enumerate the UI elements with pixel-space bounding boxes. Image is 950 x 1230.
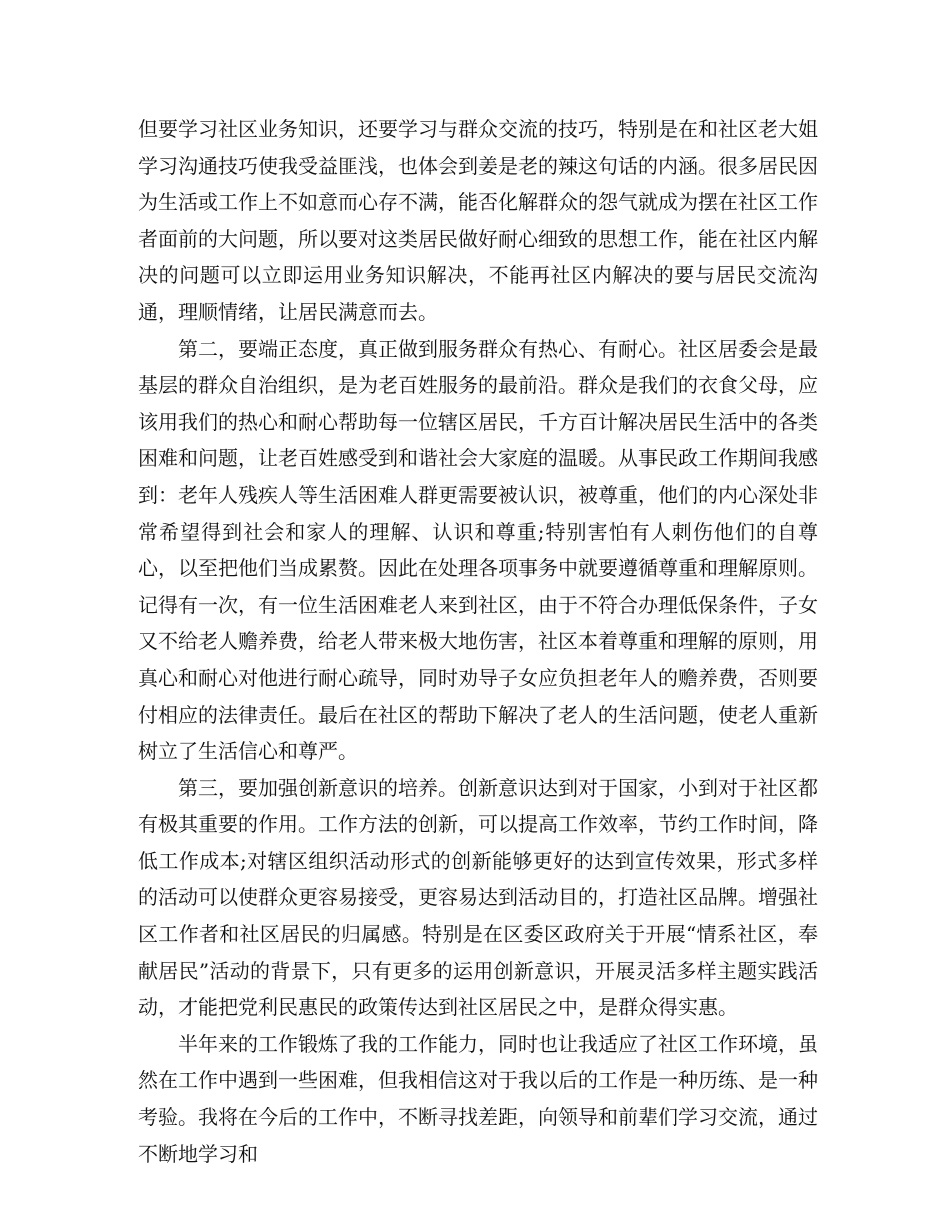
paragraph-3: 第三，要加强创新意识的培养。创新意识达到对于国家，小到对于社区都有极其重要的作用。工作方法的创新，可以提高工作效率，节约工作时间，降低工作成本;对辖区组织活动形式的创新能够更好的达到宣传效果，形式多样的活动可以使群众更容易接受，更容易达到活动目的，打造社区品牌。增强社区工作者和社区居民的归属感。特别是在区委区政府关于开展“情系社区，奉献居民”活动的背景下，只有更多的运用创新意识，开展灵活多样主题实践活动，才能把党利民惠民的政策传达到社区居民之中，是群众得实惠。 <box>138 775 818 1020</box>
document-body <box>138 111 818 1172</box>
paragraph-1: 但要学习社区业务知识，还要学习与群众交流的技巧，特别是在和社区老大姐学习沟通技巧使我受益匪浅，也体会到姜是老的辣这句话的内涵。很多居民因为生活或工作上不如意而心存不满，能否化解群众的怨气就成为摆在社区工作者面前的大问题，所以要对这类居民做好耐心细致的思想工作，能在社区内解决的问题可以立即运用业务知识解决，不能再社区内解决的要与居民交流沟通，理顺情绪，让居民满意而去。 <box>138 117 818 324</box>
paragraph-4: 半年来的工作锻炼了我的工作能力，同时也让我适应了社区工作环境，虽然在工作中遇到一些困难，但我相信这对于我以后的工作是一种历练、是一种考验。我将在今后的工作中，不断寻找差距，向领导和前辈们学习交流，通过不断地学习和 <box>138 1031 818 1166</box>
paragraph-2: 第二，要端正态度，真正做到服务群众有热心、有耐心。社区居委会是最基层的群众自治组织，是为老百姓服务的最前沿。群众是我们的衣食父母，应该用我们的热心和耐心帮助每一位辖区居民，千方百计解决居民生活中的各类困难和问题，让老百姓感受到和谐社会大家庭的温暖。从事民政工作期间我感到：老年人残疾人等生活困难人群更需要被认识，被尊重，他们的内心深处非常希望得到社会和家人的理解、认识和尊重;特别害怕有人刺伤他们的自尊心，以至把他们当成累赘。因此在处理各项事务中就要遵循尊重和理解原则。记得有一次，有一位生活困难老人来到社区，由于不符合办理低保条件，子女又不给老人赡养费，给老人带来极大地伤害，社区本着尊重和理解的原则，用真心和耐心对他进行耐心疏导，同时劝导子女应负担老年人的赡养费，否则要付相应的法律责任。最后在社区的帮助下解决了老人的生活问题，使老人重新树立了生活信心和尊严。 <box>138 336 818 764</box>
